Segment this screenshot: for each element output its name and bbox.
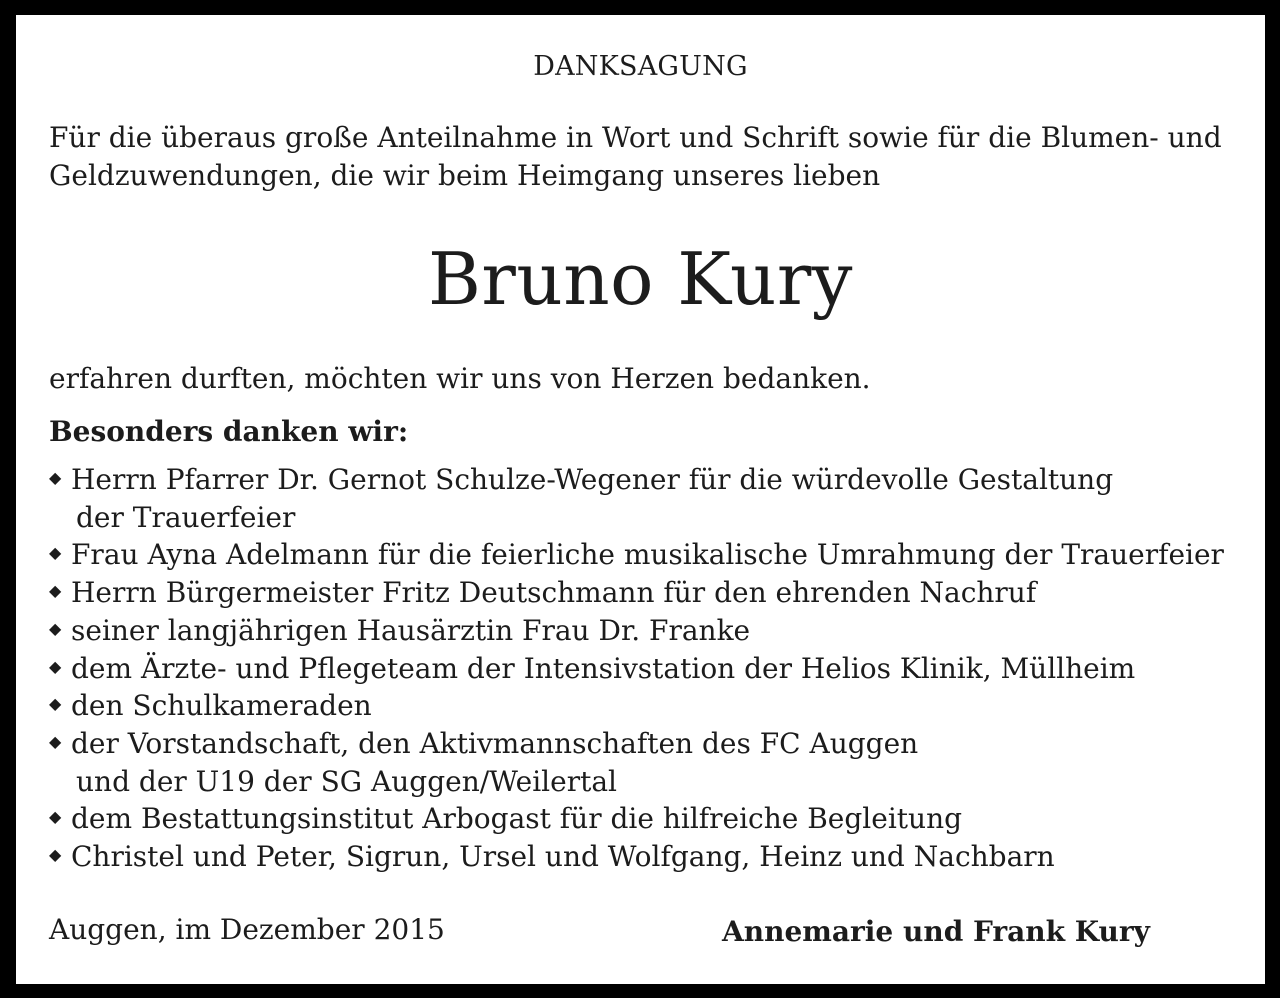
thanks-item [49,461,1224,536]
bullet-diamond-icon: ◆ [49,731,62,751]
thanks-item-row [49,574,1224,612]
bullet-diamond-icon: ◆ [49,807,62,827]
thanks-item-text: seiner langjährigen Hausärztin Frau Dr. Franke [71,613,751,647]
thanks-item-text: Frau Ayna Adelmann für die feierliche musikalische Umrahmung der Trauerfeier [71,538,1224,572]
thanks-item-continuation: der Trauerfeier [76,500,296,534]
thanks-item [49,574,1224,612]
intro-line: Geldzuwendungen, die wir beim Heimgang unseres lieben [49,159,881,192]
obituary-card [16,15,1265,984]
thanks-item [49,838,1224,876]
thanks-item [49,725,1224,800]
thanks-item [49,536,1224,574]
thanks-item-text: dem Ärzte- und Pflegeteam der Intensivstation der Helios Klinik, Müllheim [71,651,1136,685]
thanks-item-row [49,461,1224,499]
thanks-item-text: den Schulkameraden [71,689,372,723]
place-date: Auggen, im Dezember 2015 [49,913,445,946]
intro-line: Für die überaus große Anteilnahme in Wort und Schrift sowie für die Blumen- und [49,121,1222,154]
bullet-diamond-icon: ◆ [49,694,62,714]
bullet-diamond-icon: ◆ [49,618,62,638]
thanks-item [49,687,1224,725]
thanks-item-row [49,687,1224,725]
thanks-item-row [49,800,1224,838]
intro-paragraph [49,119,1229,195]
thanks-item-text: Herrn Bürgermeister Fritz Deutschmann für den ehrenden Nachruf [71,576,1037,610]
closing-sentence: erfahren durften, möchten wir uns von Herzen bedanken. [49,362,871,395]
bullet-diamond-icon: ◆ [49,468,62,487]
thanks-item [49,800,1224,838]
thanks-item-row [49,536,1224,574]
bullet-diamond-icon: ◆ [49,581,62,601]
thanks-item-text: Christel und Peter, Sigrun, Ursel und Wolfgang, Heinz und Nachbarn [71,840,1055,874]
signatories: Annemarie und Frank Kury [722,915,1150,948]
thanks-list [49,461,1224,876]
thanks-item-row [49,650,1224,688]
bullet-diamond-icon: ◆ [49,543,62,563]
thanks-item-row [49,612,1224,650]
bullet-diamond-icon: ◆ [49,656,62,676]
bullet-diamond-icon: ◆ [49,845,62,865]
thanks-item-continuation: und der U19 der SG Auggen/Weilertal [76,764,617,798]
thanks-item-text: dem Bestattungsinstitut Arbogast für die hilfreiche Begleitung [71,802,963,836]
thanks-item-row [49,725,1224,763]
thanks-item-row [49,838,1224,876]
notice-heading: DANKSAGUNG [533,51,748,82]
thanks-item-text: der Vorstandschaft, den Aktivmannschaften des FC Auggen [71,726,919,760]
thanks-heading: Besonders danken wir: [49,415,409,448]
thanks-item [49,650,1224,688]
deceased-name: Bruno Kury [428,237,853,321]
thanks-item [49,612,1224,650]
thanks-item-text: Herrn Pfarrer Dr. Gernot Schulze-Wegener für die würdevolle Gestaltung [71,463,1114,496]
